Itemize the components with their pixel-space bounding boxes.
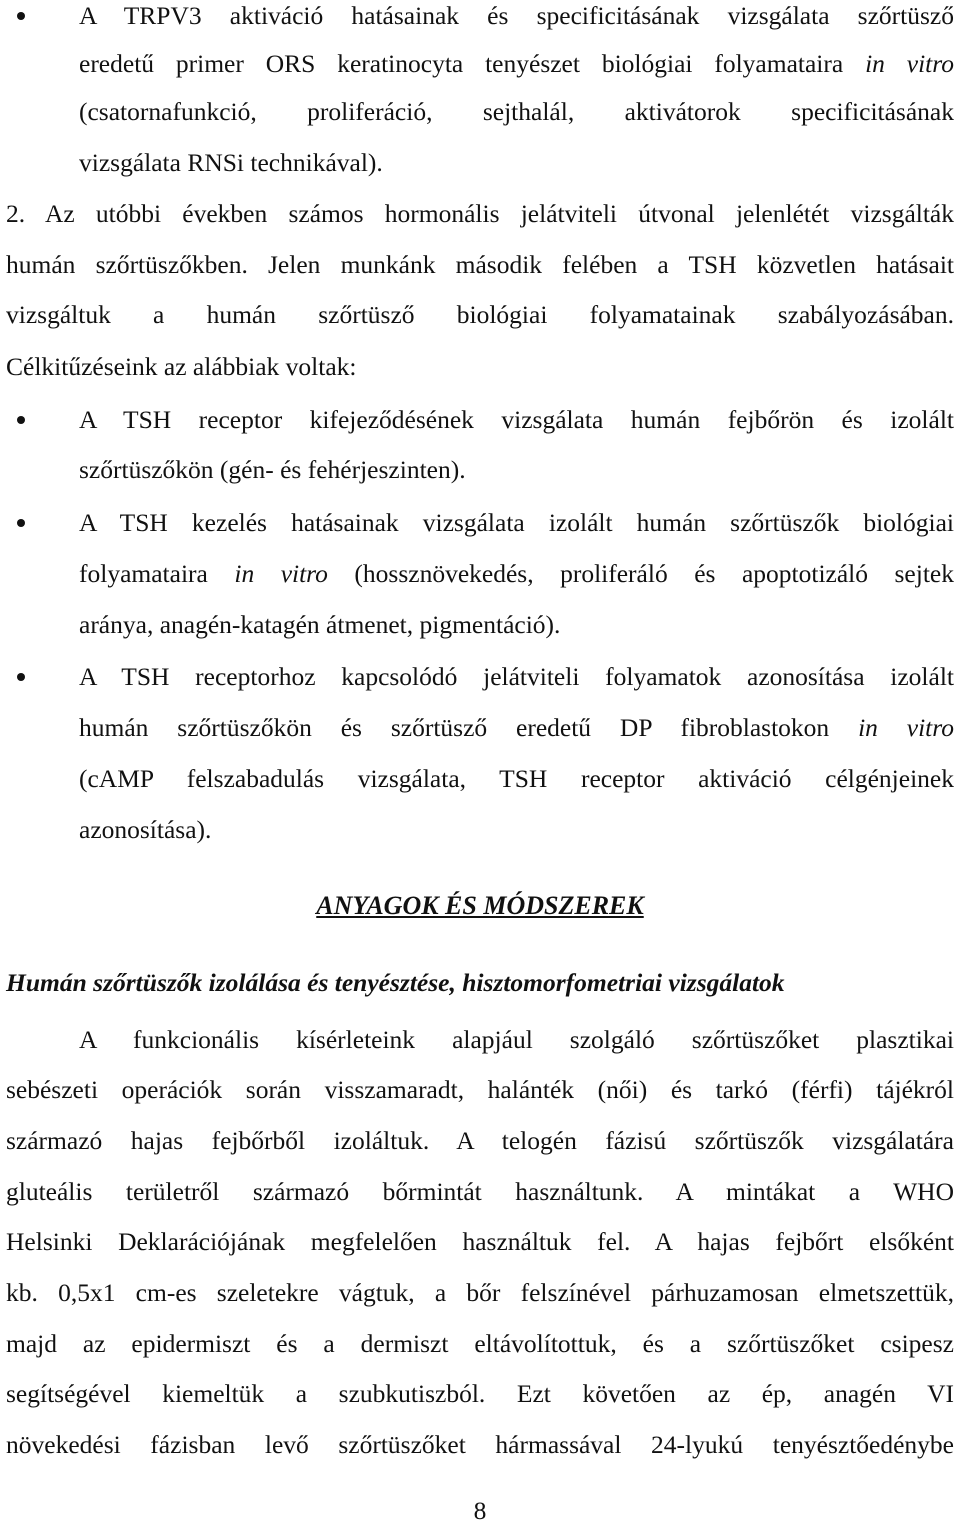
- bullet-tsh-treatment-line-2: folyamataira in vitro (hossznövekedés, proliferáló és apoptotizáló sejtek: [79, 559, 954, 588]
- point2-line-4: Célkitűzéseink az alábbiak voltak:: [6, 352, 357, 381]
- bullet-trpv3-line-3: (csatornafunkció, proliferáció, sejthalál, aktivátorok specificitásának: [79, 97, 954, 126]
- bullet-tsh-signaling-line-2: humán szőrtüszőkön és szőrtüsző eredetű DP fibroblastokon in vitro: [79, 713, 954, 742]
- bullet-tsh-signaling-line-3: (cAMP felszabadulás vizsgálata, TSH receptor aktiváció célgénjeinek: [79, 764, 954, 793]
- point2-line-1: 2. Az utóbbi években számos hormonális jelátviteli útvonal jelenlétét vizsgálták: [6, 199, 954, 228]
- bullet-marker: [17, 416, 25, 424]
- methods-line-4: gluteális területről származó bőrmintát használtunk. A mintákat a WHO: [6, 1177, 954, 1206]
- point2-line-2: humán szőrtüszőkben. Jelen munkánk második felében a TSH közvetlen hatásait: [6, 250, 954, 279]
- bullet-trpv3-line-4: vizsgálata RNSi technikával).: [79, 148, 383, 177]
- bullet-marker: [17, 519, 25, 527]
- bullet-tsh-receptor-line-2: szőrtüszőkön (gén- és fehérjeszinten).: [79, 455, 466, 484]
- methods-line-7: majd az epidermiszt és a dermiszt eltávolítottuk, és a szőrtüszőket csipesz: [6, 1329, 954, 1358]
- bullet-tsh-receptor-line-1: A TSH receptor kifejeződésének vizsgálata humán fejbőrön és izolált: [79, 405, 954, 434]
- point2-line-3: vizsgáltuk a humán szőrtüsző biológiai folyamatainak szabályozásában.: [6, 300, 954, 329]
- section-heading: ANYAGOK ÉS MÓDSZEREK: [316, 891, 644, 920]
- methods-line-5: Helsinki Deklarációjának megfelelően használtuk fel. A hajas fejbőrt elsőként: [6, 1227, 954, 1256]
- methods-line-6: kb. 0,5x1 cm-es szeletekre vágtuk, a bőr felszínével párhuzamosan elmetszettük,: [6, 1278, 954, 1307]
- bullet-trpv3-line-2: eredetű primer ORS keratinocyta tenyészet biológiai folyamataira in vitro: [79, 49, 954, 78]
- bullet-marker: [17, 673, 25, 681]
- methods-line-9: növekedési fázisban levő szőrtüszőket hármassával 24-lyukú tenyésztőedénybe: [6, 1430, 954, 1459]
- bullet-tsh-signaling-line-1: A TSH receptorhoz kapcsolódó jelátviteli folyamatok azonosítása izolált: [79, 662, 954, 691]
- methods-line-8: segítségével kiemeltük a szubkutiszból. Ezt követően az ép, anagén VI: [6, 1379, 954, 1408]
- bullet-tsh-signaling-line-4: azonosítása).: [79, 815, 212, 844]
- subsection-heading: Humán szőrtüszők izolálása és tenyésztése, hisztomorfometriai vizsgálatok: [6, 968, 785, 997]
- page-number: 8: [473, 1496, 487, 1525]
- methods-line-3: származó hajas fejbőrből izoláltuk. A telogén fázisú szőrtüszők vizsgálatára: [6, 1126, 954, 1155]
- bullet-tsh-treatment-line-3: aránya, anagén-katagén átmenet, pigmentáció).: [79, 610, 561, 639]
- bullet-tsh-treatment-line-1: A TSH kezelés hatásainak vizsgálata izolált humán szőrtüszők biológiai: [79, 508, 954, 537]
- methods-line-1: A funkcionális kísérleteink alapjául szolgáló szőrtüszőket plasztikai: [79, 1025, 954, 1054]
- bullet-marker: [17, 12, 25, 20]
- bullet-trpv3-line-1: A TRPV3 aktiváció hatásainak és specificitásának vizsgálata szőrtüsző: [79, 1, 954, 30]
- methods-line-2: sebészeti operációk során visszamaradt, halánték (női) és tarkó (férfi) tájékról: [6, 1075, 954, 1104]
